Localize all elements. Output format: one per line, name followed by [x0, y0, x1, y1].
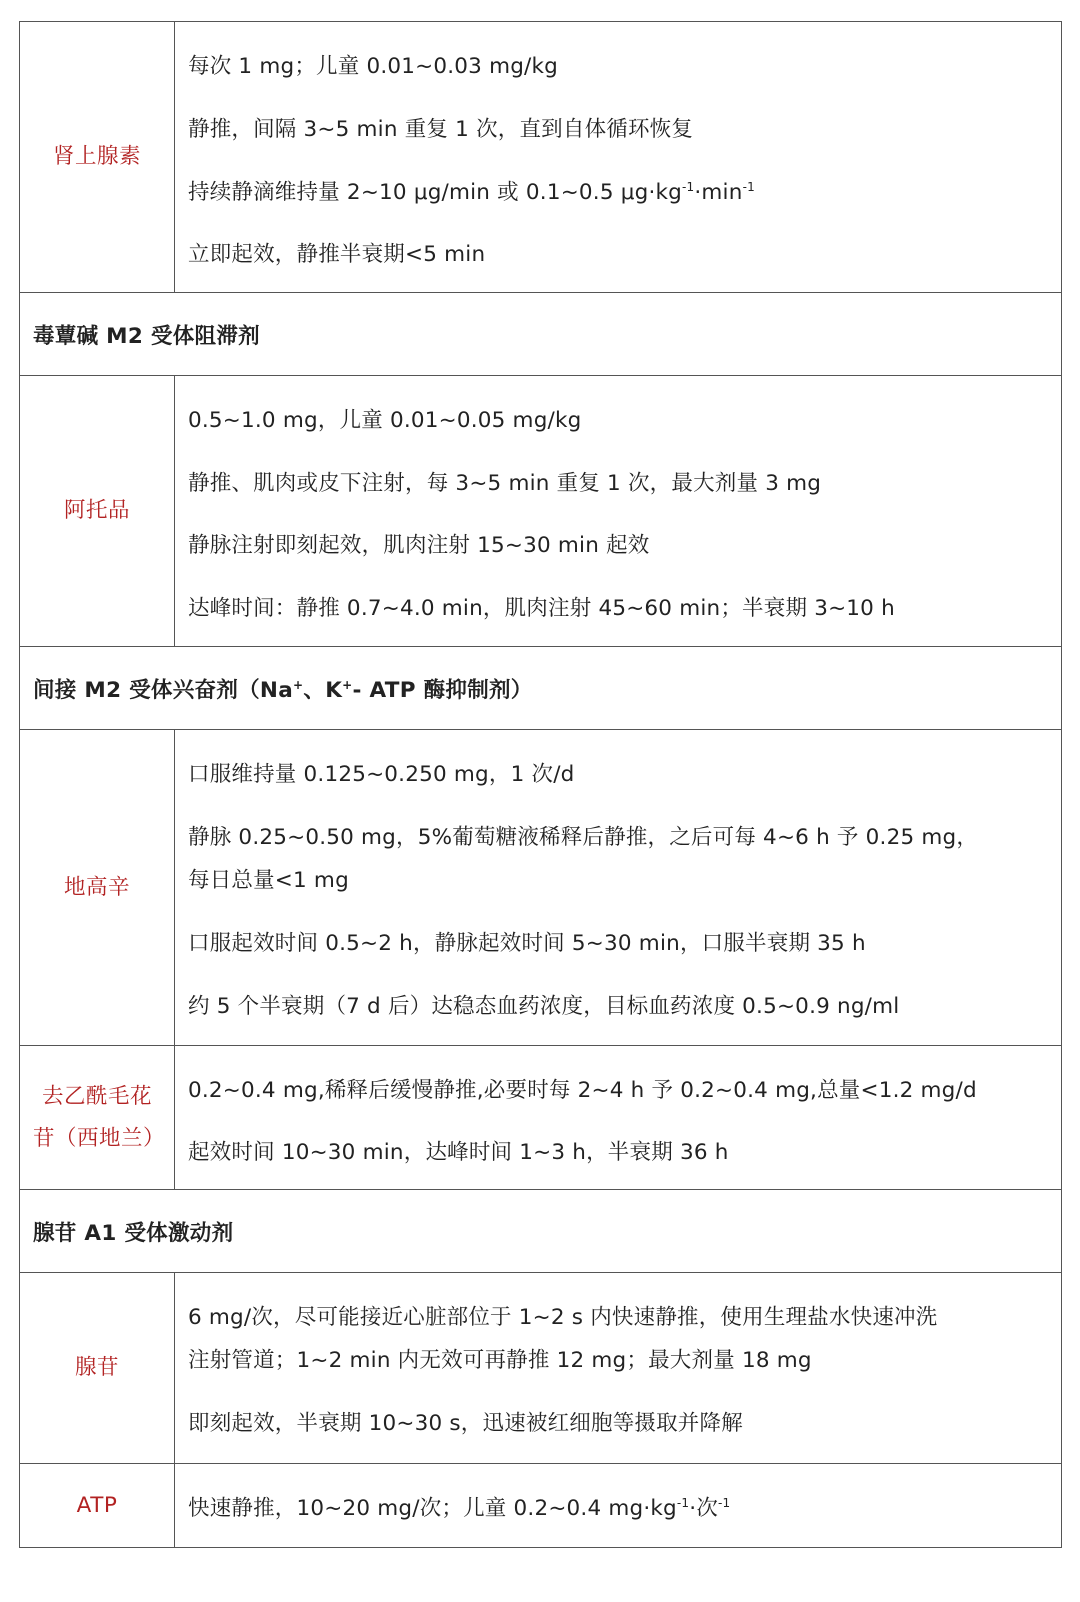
detail-line: 达峰时间：静推 0.7~4.0 min，肌肉注射 45~60 min；半衰期 3~10 h	[188, 596, 895, 621]
section-header-row	[20, 1190, 1062, 1273]
detail-line: 注射管道；1~2 min 内无效可再静推 12 mg；最大剂量 18 mg	[188, 1348, 812, 1373]
detail-line: 口服维持量 0.125~0.250 mg，1 次/d	[188, 762, 575, 787]
drug-details	[175, 1273, 1061, 1463]
drug-name: 去乙酰毛花苷（西地兰）	[20, 1046, 175, 1189]
drug-name: 腺苷	[20, 1273, 175, 1463]
detail-line: 静脉 0.25~0.50 mg，5%葡萄糖液稀释后静推，之后可每 4~6 h 予 0.25 mg，	[188, 825, 979, 850]
drug-row	[20, 376, 1062, 647]
drug-dosage-table	[19, 21, 1062, 1548]
detail-line: 即刻起效，半衰期 10~30 s，迅速被红细胞等摄取并降解	[188, 1411, 743, 1436]
detail-line: 口服起效时间 0.5~2 h，静脉起效时间 5~30 min，口服半衰期 35 h	[188, 931, 866, 956]
detail-line: 静推、肌肉或皮下注射，每 3~5 min 重复 1 次，最大剂量 3 mg	[188, 471, 822, 496]
drug-name: 肾上腺素	[20, 22, 175, 292]
detail-line: 0.5~1.0 mg，儿童 0.01~0.05 mg/kg	[188, 408, 582, 433]
detail-line: 起效时间 10~30 min，达峰时间 1~3 h，半衰期 36 h	[188, 1140, 729, 1165]
drug-name: 阿托品	[20, 376, 175, 646]
drug-row	[20, 22, 1062, 293]
drug-details	[175, 1046, 1061, 1189]
detail-line: 静脉注射即刻起效，肌肉注射 15~30 min 起效	[188, 533, 650, 558]
detail-line: 约 5 个半衰期（7 d 后）达稳态血药浓度，目标血药浓度 0.5~0.9 ng/ml	[188, 994, 900, 1019]
drug-details	[175, 730, 1061, 1045]
drug-row	[20, 1046, 1062, 1190]
section-title: 腺苷 A1 受体激动剂	[33, 1220, 234, 1246]
drug-row	[20, 1464, 1062, 1548]
detail-line: 持续静滴维持量 2~10 μg/min 或 0.1~0.5 $\mu g\cdot kg^{-1}\cdot\min^{-1}$	[188, 180, 755, 205]
section-header-row	[20, 293, 1062, 376]
section-title: 间接 M2 受体兴奋剂（Na+、K+- ATP 酶抑制剂）	[33, 677, 533, 703]
detail-line: 每次 1 mg；儿童 0.01~0.03 mg/kg	[188, 54, 558, 79]
drug-row	[20, 1273, 1062, 1464]
detail-line: 快速静推，10~20 mg/次；儿童 0.2~0.4 $mg\cdot kg^{-1}\cdot$次$^{-1}$	[188, 1496, 731, 1521]
detail-line: 静推，间隔 3~5 min 重复 1 次，直到自体循环恢复	[188, 117, 694, 142]
drug-row	[20, 730, 1062, 1046]
drug-name: 地高辛	[20, 730, 175, 1045]
section-title: 毒蕈碱 M2 受体阻滞剂	[33, 323, 260, 349]
section-header-row	[20, 647, 1062, 730]
drug-name: ATP	[20, 1464, 175, 1547]
detail-line: 0.2~0.4 mg,稀释后缓慢静推,必要时每 2~4 h 予 0.2~0.4 mg,总量<1.2 mg/d	[188, 1078, 977, 1103]
detail-line: 每日总量<1 mg	[188, 868, 349, 893]
drug-details	[175, 376, 1061, 646]
drug-details	[175, 22, 1061, 292]
drug-details	[175, 1464, 1061, 1547]
detail-line: 立即起效，静推半衰期<5 min	[188, 242, 486, 267]
detail-line: 6 mg/次，尽可能接近心脏部位于 1~2 s 内快速静推，使用生理盐水快速冲洗	[188, 1305, 938, 1330]
